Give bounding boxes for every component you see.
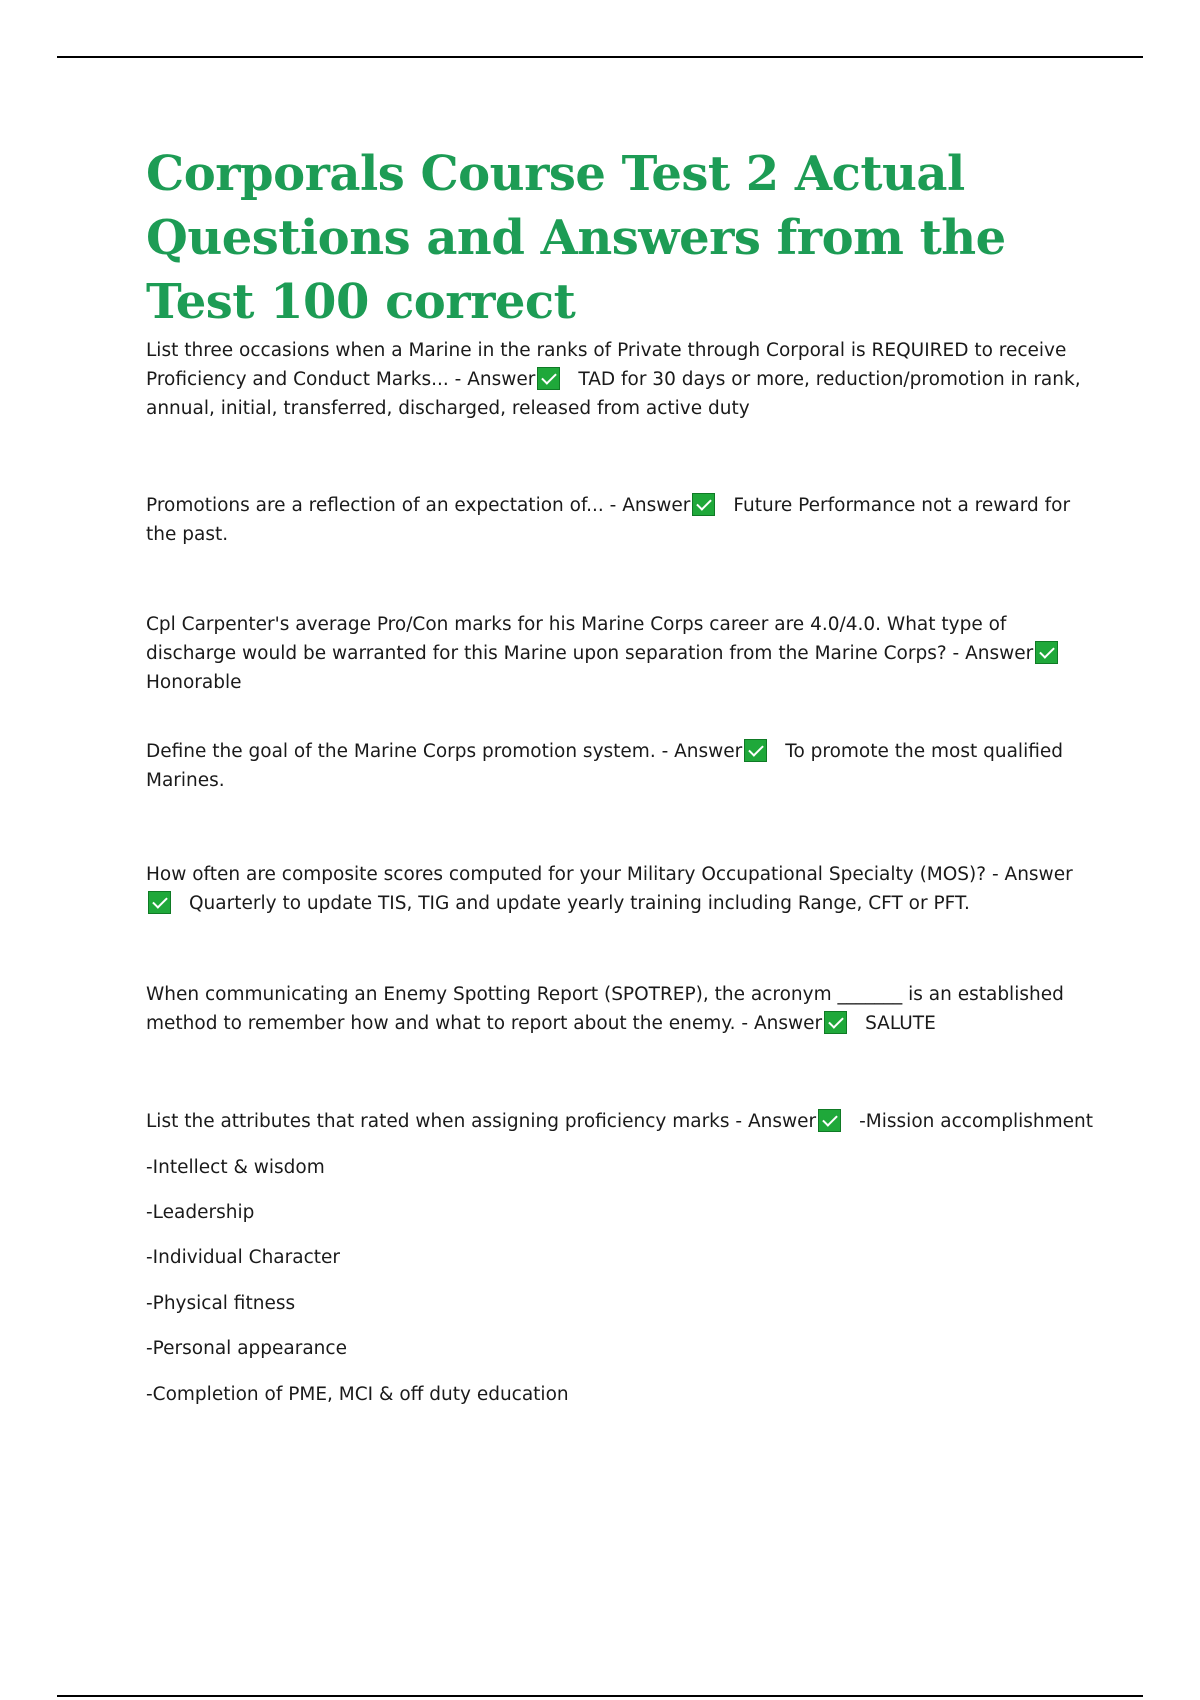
answer-marker: - Answer: [454, 369, 536, 390]
question-text: When communicating an Enemy Spotting Report (SPOTREP), the acronym _______ is an established method to remember how and what to report about the enemy.: [146, 984, 1064, 1034]
checkmark-icon: [148, 891, 171, 914]
answer-text: -Mission accomplishment: [859, 1111, 1094, 1132]
answer-text: SALUTE: [865, 1013, 936, 1034]
answer-text: TAD for 30 days or more, reduction/promotion in rank, annual, initial, transferred, discharged, released from active duty: [146, 369, 1081, 419]
attribute-item: -Individual Character: [146, 1247, 340, 1268]
document-title: Corporals Course Test 2 Actual Questions and Answers from the Test 100 correct: [146, 146, 1006, 330]
qa-item-4: [146, 737, 1096, 795]
answer-marker: - Answer: [952, 643, 1034, 664]
bottom-rule: [57, 1695, 1143, 1697]
answer-text: Future Performance not a reward for the past.: [146, 495, 1071, 545]
answer-marker: - Answer: [609, 495, 691, 516]
attribute-item: -Completion of PME, MCI & off duty education: [146, 1384, 569, 1405]
answer-text: Honorable: [146, 672, 242, 693]
qa-item-5: [146, 860, 1096, 918]
attribute-item: -Intellect & wisdom: [146, 1157, 325, 1178]
answer-marker: - Answer: [991, 864, 1073, 885]
qa-item-7: [146, 1107, 1096, 1136]
top-rule: [57, 56, 1143, 58]
answer-text: To promote the most qualified Marines.: [146, 741, 1063, 791]
checkmark-icon: [824, 1011, 847, 1034]
question-text: How often are composite scores computed for your Military Occupational Specialty (MOS)?: [146, 864, 987, 885]
qa-item-1: [146, 336, 1096, 423]
attribute-item: -Physical fitness: [146, 1293, 296, 1314]
question-text: List the attributes that rated when assigning proficiency marks: [146, 1111, 730, 1132]
checkmark-icon: [744, 739, 767, 762]
checkmark-icon: [692, 493, 715, 516]
answer-marker: - Answer: [741, 1013, 823, 1034]
attribute-item: -Leadership: [146, 1202, 255, 1223]
checkmark-icon: [818, 1109, 841, 1132]
answer-marker: - Answer: [661, 741, 743, 762]
attribute-item: -Personal appearance: [146, 1338, 347, 1359]
question-text: Promotions are a reflection of an expectation of...: [146, 495, 604, 516]
qa-item-6: [146, 980, 1096, 1038]
qa-item-3: [146, 610, 1096, 697]
answer-marker: - Answer: [735, 1111, 817, 1132]
checkmark-icon: [1035, 641, 1058, 664]
qa-item-2: [146, 491, 1096, 549]
checkmark-icon: [537, 367, 560, 390]
question-text: Define the goal of the Marine Corps promotion system.: [146, 741, 656, 762]
question-text: Cpl Carpenter's average Pro/Con marks for his Marine Corps career are 4.0/4.0. What type of discharge would be warranted for this Marine upon separation from the Marine Corps?: [146, 614, 1007, 664]
answer-text: Quarterly to update TIS, TIG and update yearly training including Range, CFT or PFT.: [189, 893, 970, 914]
question-text: List three occasions when a Marine in the ranks of Private through Corporal is REQUIRED to receive Proficiency and Conduct Marks...: [146, 340, 1067, 390]
